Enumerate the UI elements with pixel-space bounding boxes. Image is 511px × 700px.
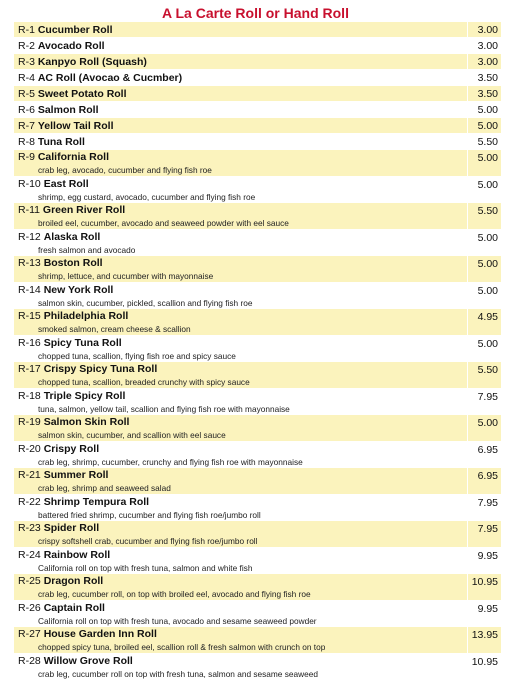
menu-row xyxy=(14,309,501,336)
item-price: 5.00 xyxy=(467,102,501,117)
item-code: R-6 xyxy=(18,104,35,116)
item-cell xyxy=(14,38,467,53)
item-name: Salmon Skin Roll xyxy=(43,416,130,428)
menu-row xyxy=(14,86,501,102)
menu-row xyxy=(14,70,501,86)
item-heading xyxy=(18,442,467,457)
item-name: Crispy Spicy Tuna Roll xyxy=(43,363,158,375)
item-description: shrimp, lettuce, and cucumber with mayonnaise xyxy=(38,271,214,281)
item-heading xyxy=(18,468,467,483)
menu-row xyxy=(14,601,501,628)
item-name: Kanpyo Roll (Squash) xyxy=(37,56,147,68)
item-name: House Garden Inn Roll xyxy=(43,628,157,640)
item-price: 6.95 xyxy=(467,442,501,468)
item-name: Green River Roll xyxy=(42,204,126,216)
menu-row xyxy=(14,336,501,363)
item-code: R-23 xyxy=(18,522,41,534)
menu-row xyxy=(14,548,501,575)
item-price: 5.00 xyxy=(467,150,501,176)
menu-row xyxy=(14,468,501,495)
item-code: R-26 xyxy=(18,601,41,614)
item-cell xyxy=(14,521,467,547)
item-heading xyxy=(18,601,467,616)
item-cell xyxy=(14,548,467,574)
item-code: R-25 xyxy=(18,575,41,587)
item-cell xyxy=(14,283,467,309)
item-code: R-22 xyxy=(18,495,41,508)
item-heading xyxy=(18,415,467,430)
item-description: chopped tuna, scallion, flying fish roe and spicy sauce xyxy=(38,350,236,361)
item-heading xyxy=(18,495,467,510)
item-name: Captain Roll xyxy=(43,601,105,614)
item-heading xyxy=(18,134,467,149)
item-cell xyxy=(14,495,467,521)
item-code: R-18 xyxy=(18,389,41,402)
item-price: 5.50 xyxy=(467,362,501,388)
item-heading xyxy=(18,309,467,324)
item-heading xyxy=(18,362,467,377)
item-name: California Roll xyxy=(37,151,110,163)
item-price: 7.95 xyxy=(467,389,501,415)
item-cell xyxy=(14,230,467,256)
item-price: 6.95 xyxy=(467,468,501,494)
item-description: crab leg, shrimp and seaweed salad xyxy=(38,483,171,493)
item-heading xyxy=(18,150,467,165)
menu-row xyxy=(14,521,501,548)
item-cell xyxy=(14,574,467,600)
item-description: California roll on top with fresh tuna, avocado and sesame seaweed powder xyxy=(38,615,317,626)
item-heading xyxy=(18,177,467,192)
menu-row xyxy=(14,177,501,204)
item-heading xyxy=(18,389,467,404)
item-description: tuna, salmon, yellow tail, scallion and flying fish roe with mayonnaise xyxy=(38,403,290,414)
item-description: shrimp, egg custard, avocado, cucumber and flying fish roe xyxy=(38,191,256,202)
item-price: 9.95 xyxy=(467,601,501,627)
item-code: R-3 xyxy=(18,56,35,68)
item-description: broiled eel, cucumber, avocado and seaweed powder with eel sauce xyxy=(38,218,289,228)
item-code: R-7 xyxy=(18,120,35,132)
item-cell xyxy=(14,203,467,229)
item-name: Willow Grove Roll xyxy=(43,654,133,667)
item-heading xyxy=(18,548,467,563)
item-heading xyxy=(18,521,467,536)
menu-row xyxy=(14,415,501,442)
item-code: R-16 xyxy=(18,336,41,349)
item-cell xyxy=(14,54,467,69)
item-code: R-20 xyxy=(18,442,41,455)
item-heading xyxy=(18,86,467,101)
item-heading xyxy=(18,283,467,298)
item-name: Boston Roll xyxy=(43,257,103,269)
menu-row xyxy=(14,442,501,469)
item-cell xyxy=(14,177,467,203)
menu-row xyxy=(14,574,501,601)
item-description: battered fried shrimp, cucumber and flying fish roe/jumbo roll xyxy=(38,509,261,520)
item-price: 10.95 xyxy=(467,654,501,680)
item-cell xyxy=(14,468,467,494)
item-cell xyxy=(14,362,467,388)
item-heading xyxy=(18,118,467,133)
menu-row xyxy=(14,230,501,257)
menu-row xyxy=(14,54,501,70)
item-code: R-13 xyxy=(18,257,41,269)
item-name: Sweet Potato Roll xyxy=(37,88,127,100)
item-description: crab leg, avocado, cucumber and flying fish roe xyxy=(38,165,212,175)
item-code: R-4 xyxy=(18,72,35,84)
item-cell xyxy=(14,389,467,415)
item-name: Cucumber Roll xyxy=(37,24,113,36)
item-heading xyxy=(18,627,467,642)
item-code: R-5 xyxy=(18,88,35,100)
item-cell xyxy=(14,627,467,653)
item-price: 5.00 xyxy=(467,283,501,309)
item-heading xyxy=(18,54,467,69)
item-code: R-15 xyxy=(18,310,41,322)
item-description: crab leg, cucumber roll, on top with broiled eel, avocado and flying fish roe xyxy=(38,589,311,599)
menu-row xyxy=(14,495,501,522)
item-name: Spicy Tuna Roll xyxy=(43,336,122,349)
menu-row xyxy=(14,627,501,654)
item-description: salmon skin, cucumber, pickled, scallion and flying fish roe xyxy=(38,297,253,308)
item-name: Shrimp Tempura Roll xyxy=(43,495,150,508)
item-price: 5.00 xyxy=(467,118,501,133)
item-price: 5.50 xyxy=(467,134,501,149)
item-name: Spider Roll xyxy=(43,522,100,534)
item-name: Yellow Tail Roll xyxy=(37,120,114,132)
item-code: R-27 xyxy=(18,628,41,640)
item-name: Crispy Roll xyxy=(43,442,100,455)
item-description: smoked salmon, cream cheese & scallion xyxy=(38,324,191,334)
item-price: 7.95 xyxy=(467,495,501,521)
item-cell xyxy=(14,70,467,85)
item-price: 7.95 xyxy=(467,521,501,547)
item-description: California roll on top with fresh tuna, salmon and white fish xyxy=(38,562,253,573)
item-name: New York Roll xyxy=(43,283,114,296)
item-code: R-2 xyxy=(18,40,35,52)
item-name: Dragon Roll xyxy=(43,575,104,587)
item-code: R-1 xyxy=(18,24,35,36)
menu-row xyxy=(14,150,501,177)
menu-row xyxy=(14,256,501,283)
item-heading xyxy=(18,38,467,53)
item-price: 5.50 xyxy=(467,203,501,229)
item-name: East Roll xyxy=(43,177,89,190)
menu-row xyxy=(14,22,501,38)
menu-row xyxy=(14,654,501,681)
item-heading xyxy=(18,70,467,85)
item-price: 13.95 xyxy=(467,627,501,653)
item-name: Rainbow Roll xyxy=(43,548,111,561)
item-price: 5.00 xyxy=(467,230,501,256)
item-code: R-19 xyxy=(18,416,41,428)
item-code: R-9 xyxy=(18,151,35,163)
item-description: crab leg, shrimp, cucumber, crunchy and flying fish roe with mayonnaise xyxy=(38,456,303,467)
item-description: salmon skin, cucumber, and scallion with eel sauce xyxy=(38,430,226,440)
menu-table xyxy=(14,22,501,680)
menu-row xyxy=(14,118,501,134)
item-code: R-12 xyxy=(18,230,41,243)
item-cell xyxy=(14,118,467,133)
item-price: 3.00 xyxy=(467,22,501,37)
item-cell xyxy=(14,86,467,101)
item-price: 10.95 xyxy=(467,574,501,600)
item-cell xyxy=(14,654,467,680)
item-heading xyxy=(18,102,467,117)
item-name: Philadelphia Roll xyxy=(43,310,129,322)
item-name: AC Roll (Avocao & Cucmber) xyxy=(37,72,183,84)
item-description: crab leg, cucumber roll on top with fresh tuna, salmon and sesame seaweed xyxy=(38,668,318,679)
item-price: 3.00 xyxy=(467,54,501,69)
item-heading xyxy=(18,654,467,669)
item-price: 3.50 xyxy=(467,70,501,85)
item-name: Tuna Roll xyxy=(37,136,85,148)
item-code: R-14 xyxy=(18,283,41,296)
item-price: 9.95 xyxy=(467,548,501,574)
item-code: R-17 xyxy=(18,363,41,375)
menu-row xyxy=(14,38,501,54)
item-price: 4.95 xyxy=(467,309,501,335)
item-heading xyxy=(18,574,467,589)
page-title: A La Carte Roll or Hand Roll xyxy=(162,5,349,21)
menu-row xyxy=(14,389,501,416)
item-code: R-28 xyxy=(18,654,41,667)
item-name: Triple Spicy Roll xyxy=(43,389,126,402)
item-price: 3.00 xyxy=(467,38,501,53)
item-name: Alaska Roll xyxy=(43,230,101,243)
item-description: fresh salmon and avocado xyxy=(38,244,136,255)
item-cell xyxy=(14,102,467,117)
item-price: 5.00 xyxy=(467,415,501,441)
item-name: Salmon Roll xyxy=(37,104,99,116)
item-heading xyxy=(18,203,467,218)
item-description: chopped tuna, scallion, breaded crunchy with spicy sauce xyxy=(38,377,250,387)
item-heading xyxy=(18,230,467,245)
item-cell xyxy=(14,336,467,362)
item-cell xyxy=(14,22,467,37)
item-description: crispy softshell crab, cucumber and flying fish roe/jumbo roll xyxy=(38,536,258,546)
item-price: 3.50 xyxy=(467,86,501,101)
item-code: R-11 xyxy=(18,204,40,216)
menu-row xyxy=(14,102,501,118)
item-code: R-24 xyxy=(18,548,41,561)
item-price: 5.00 xyxy=(467,336,501,362)
item-cell xyxy=(14,601,467,627)
item-price: 5.00 xyxy=(467,256,501,282)
item-description: chopped spicy tuna, broiled eel, scallion roll & fresh salmon with crunch on top xyxy=(38,642,326,652)
item-heading xyxy=(18,22,467,37)
item-code: R-8 xyxy=(18,136,35,148)
item-cell xyxy=(14,256,467,282)
item-cell xyxy=(14,309,467,335)
item-name: Summer Roll xyxy=(43,469,109,481)
item-cell xyxy=(14,150,467,176)
item-cell xyxy=(14,415,467,441)
item-heading xyxy=(18,336,467,351)
menu-row xyxy=(14,203,501,230)
item-name: Avocado Roll xyxy=(37,40,105,52)
item-cell xyxy=(14,134,467,149)
item-heading xyxy=(18,256,467,271)
menu-row xyxy=(14,283,501,310)
item-price: 5.00 xyxy=(467,177,501,203)
item-cell xyxy=(14,442,467,468)
item-code: R-21 xyxy=(18,469,41,481)
menu-row xyxy=(14,362,501,389)
menu-row xyxy=(14,134,501,150)
item-code: R-10 xyxy=(18,177,41,190)
